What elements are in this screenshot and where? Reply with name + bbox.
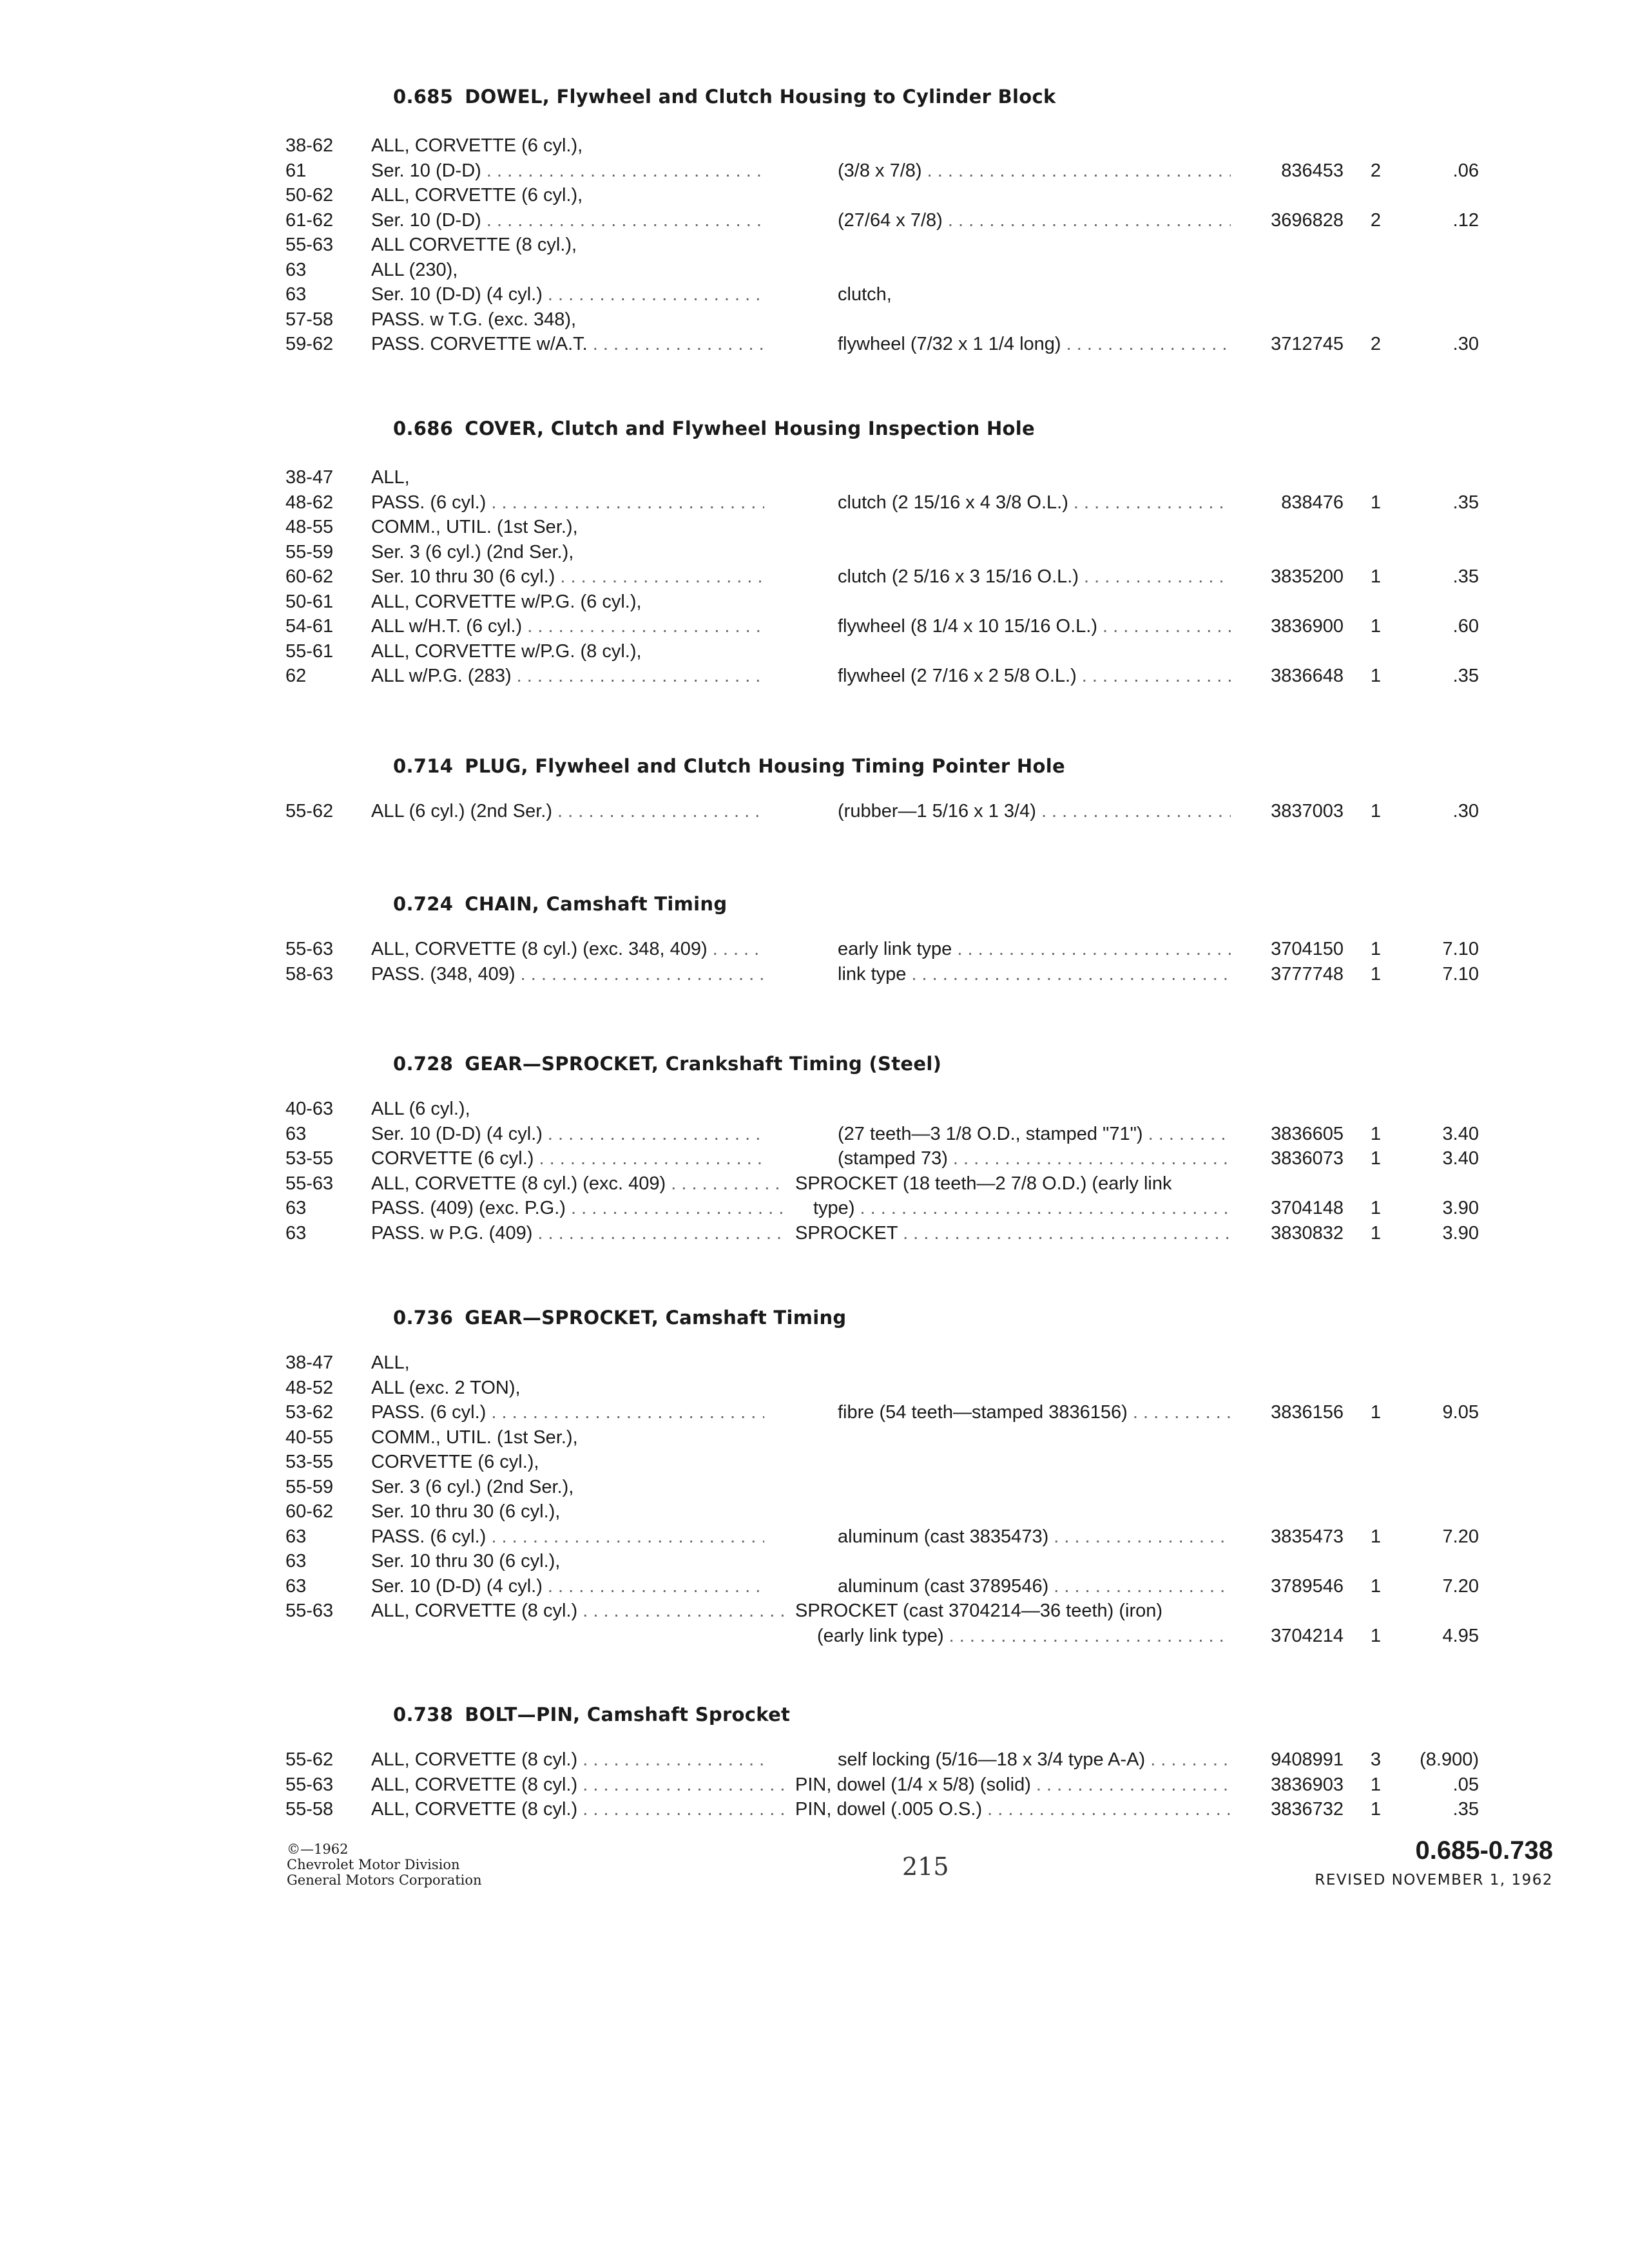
table-row	[0, 332, 1629, 357]
table-row	[0, 564, 1629, 590]
description-cell: (27 teeth—3 1/8 O.D., stamped "71") . . .	[838, 1122, 1231, 1147]
section-heading	[393, 755, 1065, 777]
table-row	[0, 1599, 1629, 1624]
quantity-cell: 1	[1370, 566, 1382, 587]
application-cell: PASS. (348, 409) . . .	[371, 962, 764, 987]
application-cell: ALL, CORVETTE w/P.G. (8 cyl.),	[371, 640, 642, 662]
price-cell: 7.20	[1442, 1575, 1479, 1597]
application-cell: PASS. w P.G. (409) . . .	[371, 1221, 784, 1246]
quantity-cell: 1	[1370, 1148, 1382, 1169]
division-name: Chevrolet Motor Division	[287, 1857, 460, 1872]
description-cell: SPROCKET (cast 3704214—36 teeth) (iron)	[795, 1600, 1163, 1621]
table-row	[0, 1425, 1629, 1450]
price-cell: 3.40	[1442, 1123, 1479, 1144]
group-title: DOWEL, Flywheel and Clutch Housing to Cylinder Block	[465, 86, 1056, 108]
part-number-cell: 3836903	[1271, 1774, 1344, 1795]
section-heading	[393, 893, 727, 915]
part-number-cell: 3836732	[1271, 1799, 1344, 1820]
quantity-cell: 1	[1370, 1123, 1382, 1144]
application-cell: Ser. 10 thru 30 (6 cyl.),	[371, 1501, 561, 1522]
part-number-cell: 3836900	[1271, 616, 1344, 637]
application-cell: Ser. 10 (D-D) (4 cyl.) . . .	[371, 1574, 764, 1599]
part-number-cell: 9408991	[1271, 1749, 1344, 1770]
years-cell: 50-61	[285, 591, 334, 612]
group-title: PLUG, Flywheel and Clutch Housing Timing Pointer Hole	[465, 755, 1065, 777]
group-number: 0.738	[393, 1704, 454, 1725]
price-cell: 9.05	[1442, 1402, 1479, 1423]
group-number: 0.736	[393, 1307, 454, 1329]
application-cell: PASS. CORVETTE w/A.T. . . .	[371, 332, 764, 357]
table-row	[0, 1146, 1629, 1171]
application-cell: Ser. 10 (D-D) (4 cyl.) . . .	[371, 1122, 764, 1147]
years-cell: 63	[285, 1575, 307, 1597]
table-row	[0, 1400, 1629, 1425]
part-number-cell: 3836073	[1271, 1148, 1344, 1169]
description-cell: link type . . .	[838, 962, 1231, 987]
years-cell: 55-63	[285, 1173, 334, 1194]
price-cell: 3.40	[1442, 1148, 1479, 1169]
part-number-cell: 836453	[1281, 160, 1344, 181]
application-cell: ALL, CORVETTE w/P.G. (6 cyl.),	[371, 591, 642, 612]
group-number: 0.728	[393, 1053, 454, 1075]
application-cell: ALL (exc. 2 TON),	[371, 1377, 521, 1398]
parts-table	[0, 799, 1629, 824]
table-row	[0, 1196, 1629, 1221]
part-number-cell: 3835200	[1271, 566, 1344, 587]
application-cell: COMM., UTIL. (1st Ser.),	[371, 517, 578, 537]
application-cell: Ser. 3 (6 cyl.) (2nd Ser.),	[371, 1476, 574, 1497]
section-heading	[393, 1704, 790, 1725]
years-cell: 59-62	[285, 334, 334, 354]
description-cell: SPROCKET . . .	[795, 1221, 1231, 1246]
table-row	[0, 1097, 1629, 1122]
description-cell: SPROCKET (18 teeth—2 7/8 O.D.) (early link	[795, 1173, 1172, 1194]
group-title: GEAR—SPROCKET, Crankshaft Timing (Steel)	[465, 1053, 942, 1075]
application-cell: ALL, CORVETTE (8 cyl.) (exc. 409) . . .	[371, 1171, 784, 1196]
table-row	[0, 465, 1629, 490]
application-cell: Ser. 10 thru 30 (6 cyl.),	[371, 1551, 561, 1571]
group-title: CHAIN, Camshaft Timing	[465, 893, 728, 915]
part-number-cell: 3835473	[1271, 1526, 1344, 1547]
years-cell: 58-63	[285, 963, 334, 985]
quantity-cell: 1	[1370, 492, 1382, 513]
application-cell: ALL, CORVETTE (6 cyl.),	[371, 135, 583, 156]
quantity-cell: 1	[1370, 1575, 1382, 1597]
table-row	[0, 258, 1629, 283]
parts-table	[0, 1350, 1629, 1648]
years-cell: 55-63	[285, 939, 334, 959]
application-cell: ALL w/P.G. (283) . . .	[371, 664, 764, 689]
part-number-cell: 3704148	[1271, 1198, 1344, 1218]
years-cell: 53-55	[285, 1148, 334, 1169]
description-cell: clutch,	[838, 284, 892, 305]
table-row	[0, 614, 1629, 639]
table-row	[0, 1350, 1629, 1376]
quantity-cell: 1	[1370, 1625, 1382, 1646]
years-cell: 48-55	[285, 517, 334, 537]
table-row	[0, 962, 1629, 987]
years-cell: 63	[285, 259, 307, 280]
years-cell: 63	[285, 1526, 307, 1547]
years-cell: 48-62	[285, 492, 334, 513]
group-title: COVER, Clutch and Flywheel Housing Inspection Hole	[465, 418, 1035, 439]
application-cell: Ser. 10 thru 30 (6 cyl.) . . .	[371, 564, 764, 590]
description-cell: (rubber—1 5/16 x 1 3/4) . . .	[838, 799, 1231, 824]
price-cell: .05	[1452, 1774, 1479, 1795]
price-cell: 7.20	[1442, 1526, 1479, 1547]
table-row	[0, 799, 1629, 824]
price-cell: .35	[1452, 666, 1479, 686]
price-cell: .35	[1452, 492, 1479, 513]
years-cell: 55-59	[285, 541, 334, 562]
table-row	[0, 1773, 1629, 1798]
table-row	[0, 183, 1629, 208]
application-cell: CORVETTE (6 cyl.),	[371, 1452, 539, 1472]
application-cell: PASS. (6 cyl.) . . .	[371, 490, 764, 515]
application-cell: COMM., UTIL. (1st Ser.),	[371, 1427, 578, 1448]
quantity-cell: 1	[1370, 1198, 1382, 1218]
group-number: 0.685	[393, 86, 454, 108]
table-row	[0, 1499, 1629, 1524]
parts-table	[0, 133, 1629, 357]
description-cell: (early link type) . . .	[817, 1624, 1231, 1649]
copyright: ©—1962	[287, 1841, 349, 1857]
application-cell: PASS. (6 cyl.) . . .	[371, 1400, 764, 1425]
years-cell: 55-63	[285, 235, 334, 255]
application-cell: ALL (230),	[371, 259, 458, 280]
description-cell: fibre (54 teeth—stamped 3836156) . . .	[838, 1400, 1231, 1425]
description-cell: flywheel (7/32 x 1 1/4 long) . . .	[838, 332, 1231, 357]
table-row	[0, 540, 1629, 565]
description-cell: clutch (2 15/16 x 4 3/8 O.L.) . . .	[838, 490, 1231, 515]
years-cell: 61-62	[285, 209, 334, 231]
part-number-cell: 3777748	[1271, 963, 1344, 985]
price-cell: .06	[1452, 160, 1479, 181]
price-cell: 7.10	[1442, 963, 1479, 985]
price-cell: .35	[1452, 1799, 1479, 1820]
years-cell: 62	[285, 666, 307, 686]
application-cell: PASS. w T.G. (exc. 348),	[371, 309, 577, 330]
description-cell: clutch (2 5/16 x 3 15/16 O.L.) . . .	[838, 564, 1231, 590]
years-cell: 55-61	[285, 640, 334, 662]
application-cell: Ser. 3 (6 cyl.) (2nd Ser.),	[371, 541, 574, 562]
years-cell: 38-47	[285, 467, 334, 488]
table-row	[0, 282, 1629, 307]
description-cell: self locking (5/16—18 x 3/4 type A-A) . . .	[838, 1747, 1231, 1773]
table-row	[0, 1549, 1629, 1574]
application-cell: ALL, CORVETTE (8 cyl.) . . .	[371, 1599, 784, 1624]
table-row	[0, 208, 1629, 233]
application-cell: ALL, CORVETTE (8 cyl.) . . .	[371, 1747, 764, 1773]
table-row	[0, 133, 1629, 159]
table-row	[0, 1376, 1629, 1401]
years-cell: 63	[285, 1551, 307, 1571]
years-cell: 55-62	[285, 801, 334, 822]
parts-table	[0, 1097, 1629, 1245]
years-cell: 48-52	[285, 1377, 334, 1398]
quantity-cell: 1	[1370, 939, 1382, 959]
description-cell: PIN, dowel (.005 O.S.) . . .	[795, 1797, 1231, 1822]
description-cell: aluminum (cast 3789546) . . .	[838, 1574, 1231, 1599]
table-row	[0, 937, 1629, 962]
part-number-cell: 3836605	[1271, 1123, 1344, 1144]
years-cell: 38-47	[285, 1352, 334, 1373]
table-row	[0, 639, 1629, 664]
table-row	[0, 1171, 1629, 1196]
section-heading	[393, 418, 1035, 439]
application-cell: Ser. 10 (D-D) . . .	[371, 208, 764, 233]
section-heading	[393, 1307, 846, 1329]
application-cell: Ser. 10 (D-D) (4 cyl.) . . .	[371, 282, 764, 307]
years-cell: 38-62	[285, 135, 334, 156]
years-cell: 53-62	[285, 1402, 334, 1423]
price-cell: 3.90	[1442, 1198, 1479, 1218]
quantity-cell: 2	[1370, 209, 1382, 231]
revision-date: REVISED NOVEMBER 1, 1962	[1315, 1872, 1553, 1888]
table-row	[0, 1797, 1629, 1822]
table-row	[0, 307, 1629, 332]
years-cell: 63	[285, 1198, 307, 1218]
part-number-cell: 3789546	[1271, 1575, 1344, 1597]
quantity-cell: 1	[1370, 1526, 1382, 1547]
application-cell: ALL, CORVETTE (8 cyl.) . . .	[371, 1797, 784, 1822]
years-cell: 55-58	[285, 1799, 334, 1820]
description-cell: type) . . .	[813, 1196, 1231, 1221]
price-cell: .35	[1452, 566, 1479, 587]
description-cell: PIN, dowel (1/4 x 5/8) (solid) . . .	[795, 1773, 1231, 1798]
table-row	[0, 1122, 1629, 1147]
years-cell: 40-55	[285, 1427, 334, 1448]
quantity-cell: 1	[1370, 801, 1382, 822]
part-number-cell: 3704150	[1271, 939, 1344, 959]
years-cell: 60-62	[285, 1501, 334, 1522]
table-row	[0, 1450, 1629, 1475]
quantity-cell: 1	[1370, 1799, 1382, 1820]
years-cell: 63	[285, 284, 307, 305]
section-heading	[393, 86, 1056, 108]
part-number-cell: 3830832	[1271, 1222, 1344, 1244]
table-row	[0, 1475, 1629, 1500]
part-number-cell: 3712745	[1271, 334, 1344, 354]
application-cell: PASS. (409) (exc. P.G.) . . .	[371, 1196, 784, 1221]
part-number-cell: 3704214	[1271, 1625, 1344, 1646]
part-number-cell: 3696828	[1271, 209, 1344, 231]
table-row	[0, 1221, 1629, 1246]
group-number: 0.714	[393, 755, 454, 777]
part-number-cell: 3837003	[1271, 801, 1344, 822]
quantity-cell: 1	[1370, 616, 1382, 637]
quantity-cell: 3	[1370, 1749, 1382, 1770]
years-cell: 54-61	[285, 616, 334, 637]
price-cell: .60	[1452, 616, 1479, 637]
price-cell: 4.95	[1442, 1625, 1479, 1646]
price-cell: .30	[1452, 334, 1479, 354]
page-number: 215	[902, 1852, 949, 1881]
publisher-block	[287, 1841, 482, 1888]
description-cell: aluminum (cast 3835473) . . .	[838, 1524, 1231, 1550]
application-cell: CORVETTE (6 cyl.) . . .	[371, 1146, 764, 1171]
price-cell: .30	[1452, 801, 1479, 822]
part-number-cell: 3836648	[1271, 666, 1344, 686]
quantity-cell: 1	[1370, 1222, 1382, 1244]
application-cell: ALL, CORVETTE (8 cyl.) . . .	[371, 1773, 784, 1798]
years-cell: 63	[285, 1123, 307, 1144]
years-cell: 53-55	[285, 1452, 334, 1472]
table-row	[0, 159, 1629, 184]
description-cell: flywheel (2 7/16 x 2 5/8 O.L.) . . .	[838, 664, 1231, 689]
years-cell: 55-62	[285, 1749, 334, 1770]
quantity-cell: 1	[1370, 1774, 1382, 1795]
quantity-cell: 2	[1370, 160, 1382, 181]
description-cell: (3/8 x 7/8) . . .	[838, 159, 1231, 184]
years-cell: 50-62	[285, 185, 334, 206]
years-cell: 55-59	[285, 1476, 334, 1497]
group-title: GEAR—SPROCKET, Camshaft Timing	[465, 1307, 847, 1329]
application-cell: ALL,	[371, 467, 410, 488]
application-cell: ALL CORVETTE (8 cyl.),	[371, 235, 577, 255]
quantity-cell: 2	[1370, 334, 1382, 354]
group-number: 0.724	[393, 893, 454, 915]
part-number-cell: 3836156	[1271, 1402, 1344, 1423]
price-cell: 7.10	[1442, 939, 1479, 959]
years-cell: 40-63	[285, 1099, 334, 1119]
application-cell: ALL (6 cyl.) (2nd Ser.) . . .	[371, 799, 764, 824]
price-cell: (8.900)	[1420, 1749, 1479, 1770]
years-cell: 55-63	[285, 1600, 334, 1621]
quantity-cell: 1	[1370, 963, 1382, 985]
years-cell: 63	[285, 1222, 307, 1244]
parts-table	[0, 465, 1629, 689]
table-row	[0, 233, 1629, 258]
application-cell: PASS. (6 cyl.) . . .	[371, 1524, 764, 1550]
group-range: 0.685-0.738	[1415, 1836, 1553, 1865]
corporation-name: General Motors Corporation	[287, 1872, 482, 1888]
years-cell: 61	[285, 160, 307, 181]
parts-table	[0, 1747, 1629, 1822]
table-row	[0, 590, 1629, 615]
quantity-cell: 1	[1370, 666, 1382, 686]
group-title: BOLT—PIN, Camshaft Sprocket	[465, 1704, 791, 1725]
application-cell: ALL, CORVETTE (6 cyl.),	[371, 185, 583, 206]
table-row	[0, 490, 1629, 515]
table-row	[0, 664, 1629, 689]
quantity-cell: 1	[1370, 1402, 1382, 1423]
parts-table	[0, 937, 1629, 986]
description-cell: (stamped 73) . . .	[838, 1146, 1231, 1171]
table-row	[0, 1624, 1629, 1649]
group-number: 0.686	[393, 418, 454, 439]
section-heading	[393, 1053, 941, 1075]
description-cell: flywheel (8 1/4 x 10 15/16 O.L.) . . .	[838, 614, 1231, 639]
application-cell: Ser. 10 (D-D) . . .	[371, 159, 764, 184]
table-row	[0, 1747, 1629, 1773]
application-cell: ALL (6 cyl.),	[371, 1099, 470, 1119]
table-row	[0, 515, 1629, 540]
years-cell: 60-62	[285, 566, 334, 587]
application-cell: ALL w/H.T. (6 cyl.) . . .	[371, 614, 764, 639]
description-cell: (27/64 x 7/8) . . .	[838, 208, 1231, 233]
table-row	[0, 1524, 1629, 1550]
years-cell: 55-63	[285, 1774, 334, 1795]
application-cell: ALL,	[371, 1352, 410, 1373]
table-row	[0, 1574, 1629, 1599]
price-cell: 3.90	[1442, 1222, 1479, 1244]
part-number-cell: 838476	[1281, 492, 1344, 513]
price-cell: .12	[1452, 209, 1479, 231]
years-cell: 57-58	[285, 309, 334, 330]
description-cell: early link type . . .	[838, 937, 1231, 962]
application-cell: ALL, CORVETTE (8 cyl.) (exc. 348, 409) . . .	[371, 937, 764, 962]
